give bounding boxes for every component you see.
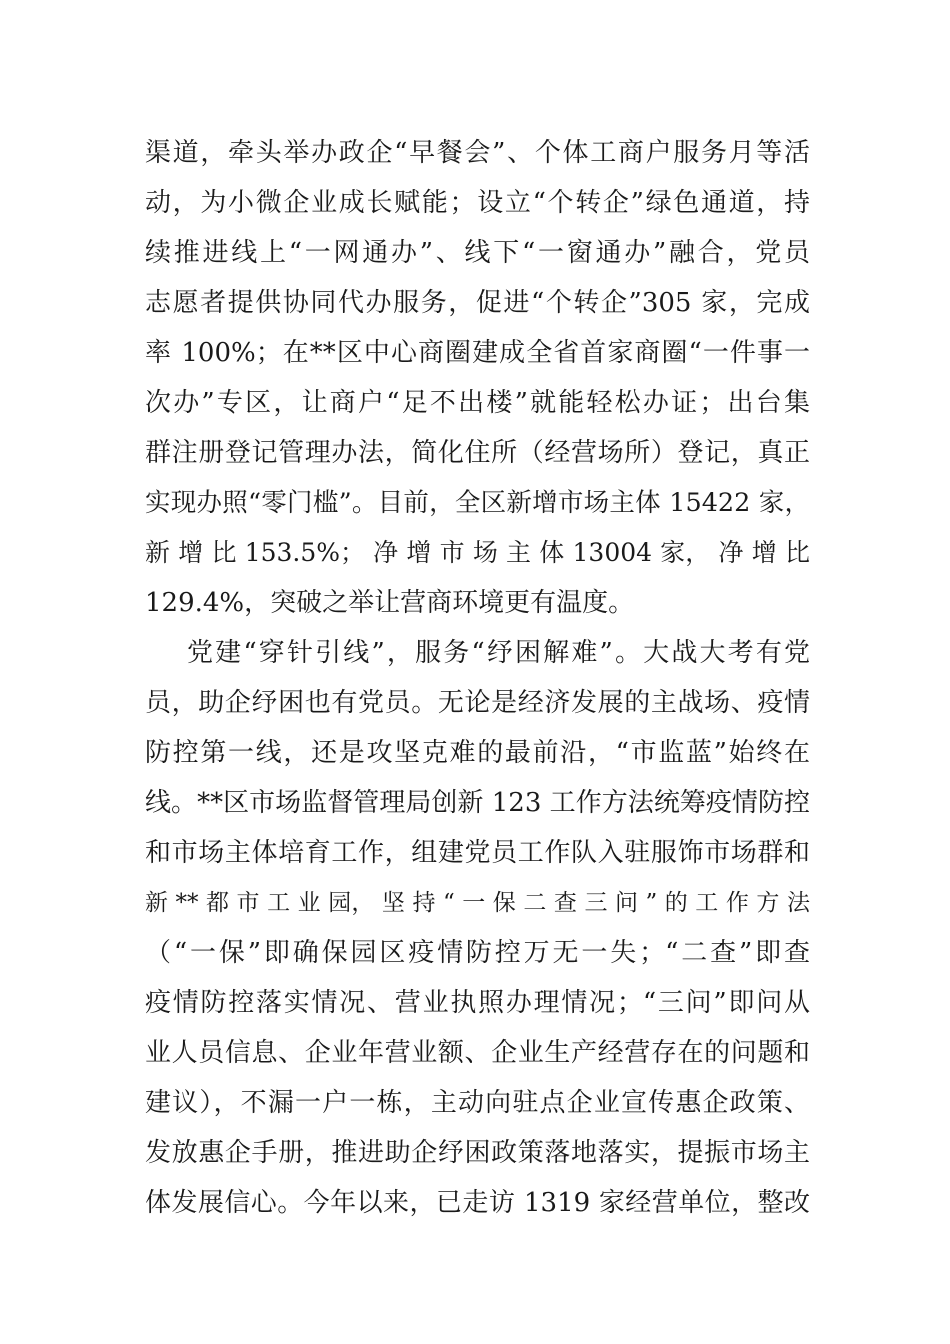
text-line: 率 100%；在**区中心商圈建成全省首家商圈“一件事一 bbox=[145, 338, 810, 368]
text-line: 群注册登记管理办法，简化住所（经营场所）登记，真正 bbox=[145, 438, 810, 468]
text-line: 新 增 比 153.5%； 净 增 市 场 主 体 13004 家， 净 增 比 bbox=[145, 538, 810, 567]
text-line: 业人员信息、企业年营业额、企业生产经营存在的问题和 bbox=[145, 1038, 810, 1068]
text-line: 体发展信心。今年以来，已走访 1319 家经营单位，整改 bbox=[145, 1188, 810, 1218]
text-line: （“一保”即确保园区疫情防控万无一失；“二查”即查 bbox=[145, 938, 810, 968]
text-line: 建议），不漏一户一栋，主动向驻点企业宣传惠企政策、 bbox=[145, 1088, 810, 1118]
text-line: 志愿者提供协同代办服务，促进“个转企”305 家，完成 bbox=[145, 288, 810, 318]
text-line: 疫情防控落实情况、营业执照办理情况；“三问”即问从 bbox=[145, 988, 810, 1018]
text-line: 和市场主体培育工作，组建党员工作队入驻服饰市场群和 bbox=[145, 838, 810, 868]
text-line: 发放惠企手册，推进助企纾困政策落地落实，提振市场主 bbox=[145, 1138, 810, 1168]
text-line: 实现办照“零门槛”。目前，全区新增市场主体 15422 家， bbox=[145, 488, 810, 518]
body-text bbox=[145, 128, 810, 1228]
text-line: 渠道，牵头举办政企“早餐会”、个体工商户服务月等活 bbox=[145, 138, 810, 168]
text-line: 129.4%，突破之举让营商环境更有温度。 bbox=[145, 588, 635, 618]
text-line: 党建“穿针引线”，服务“纾困解难”。大战大考有党 bbox=[187, 638, 810, 668]
text-line: 员，助企纾困也有党员。无论是经济发展的主战场、疫情 bbox=[145, 688, 810, 718]
text-line: 续推进线上“一网通办”、线下“一窗通办”融合，党员 bbox=[145, 238, 810, 268]
text-line: 动，为小微企业成长赋能；设立“个转企”绿色通道，持 bbox=[145, 188, 810, 218]
text-line: 新 ** 都 市 工 业 园， 坚 持 “ 一 保 二 查 三 问 ” 的 工 作 方 法 bbox=[145, 890, 810, 916]
text-line: 线。**区市场监督管理局创新 123 工作方法统筹疫情防控 bbox=[145, 788, 810, 818]
text-line: 防控第一线，还是攻坚克难的最前沿，“市监蓝”始终在 bbox=[145, 738, 810, 768]
text-line: 次办”专区，让商户“足不出楼”就能轻松办证；出台集 bbox=[145, 388, 810, 418]
